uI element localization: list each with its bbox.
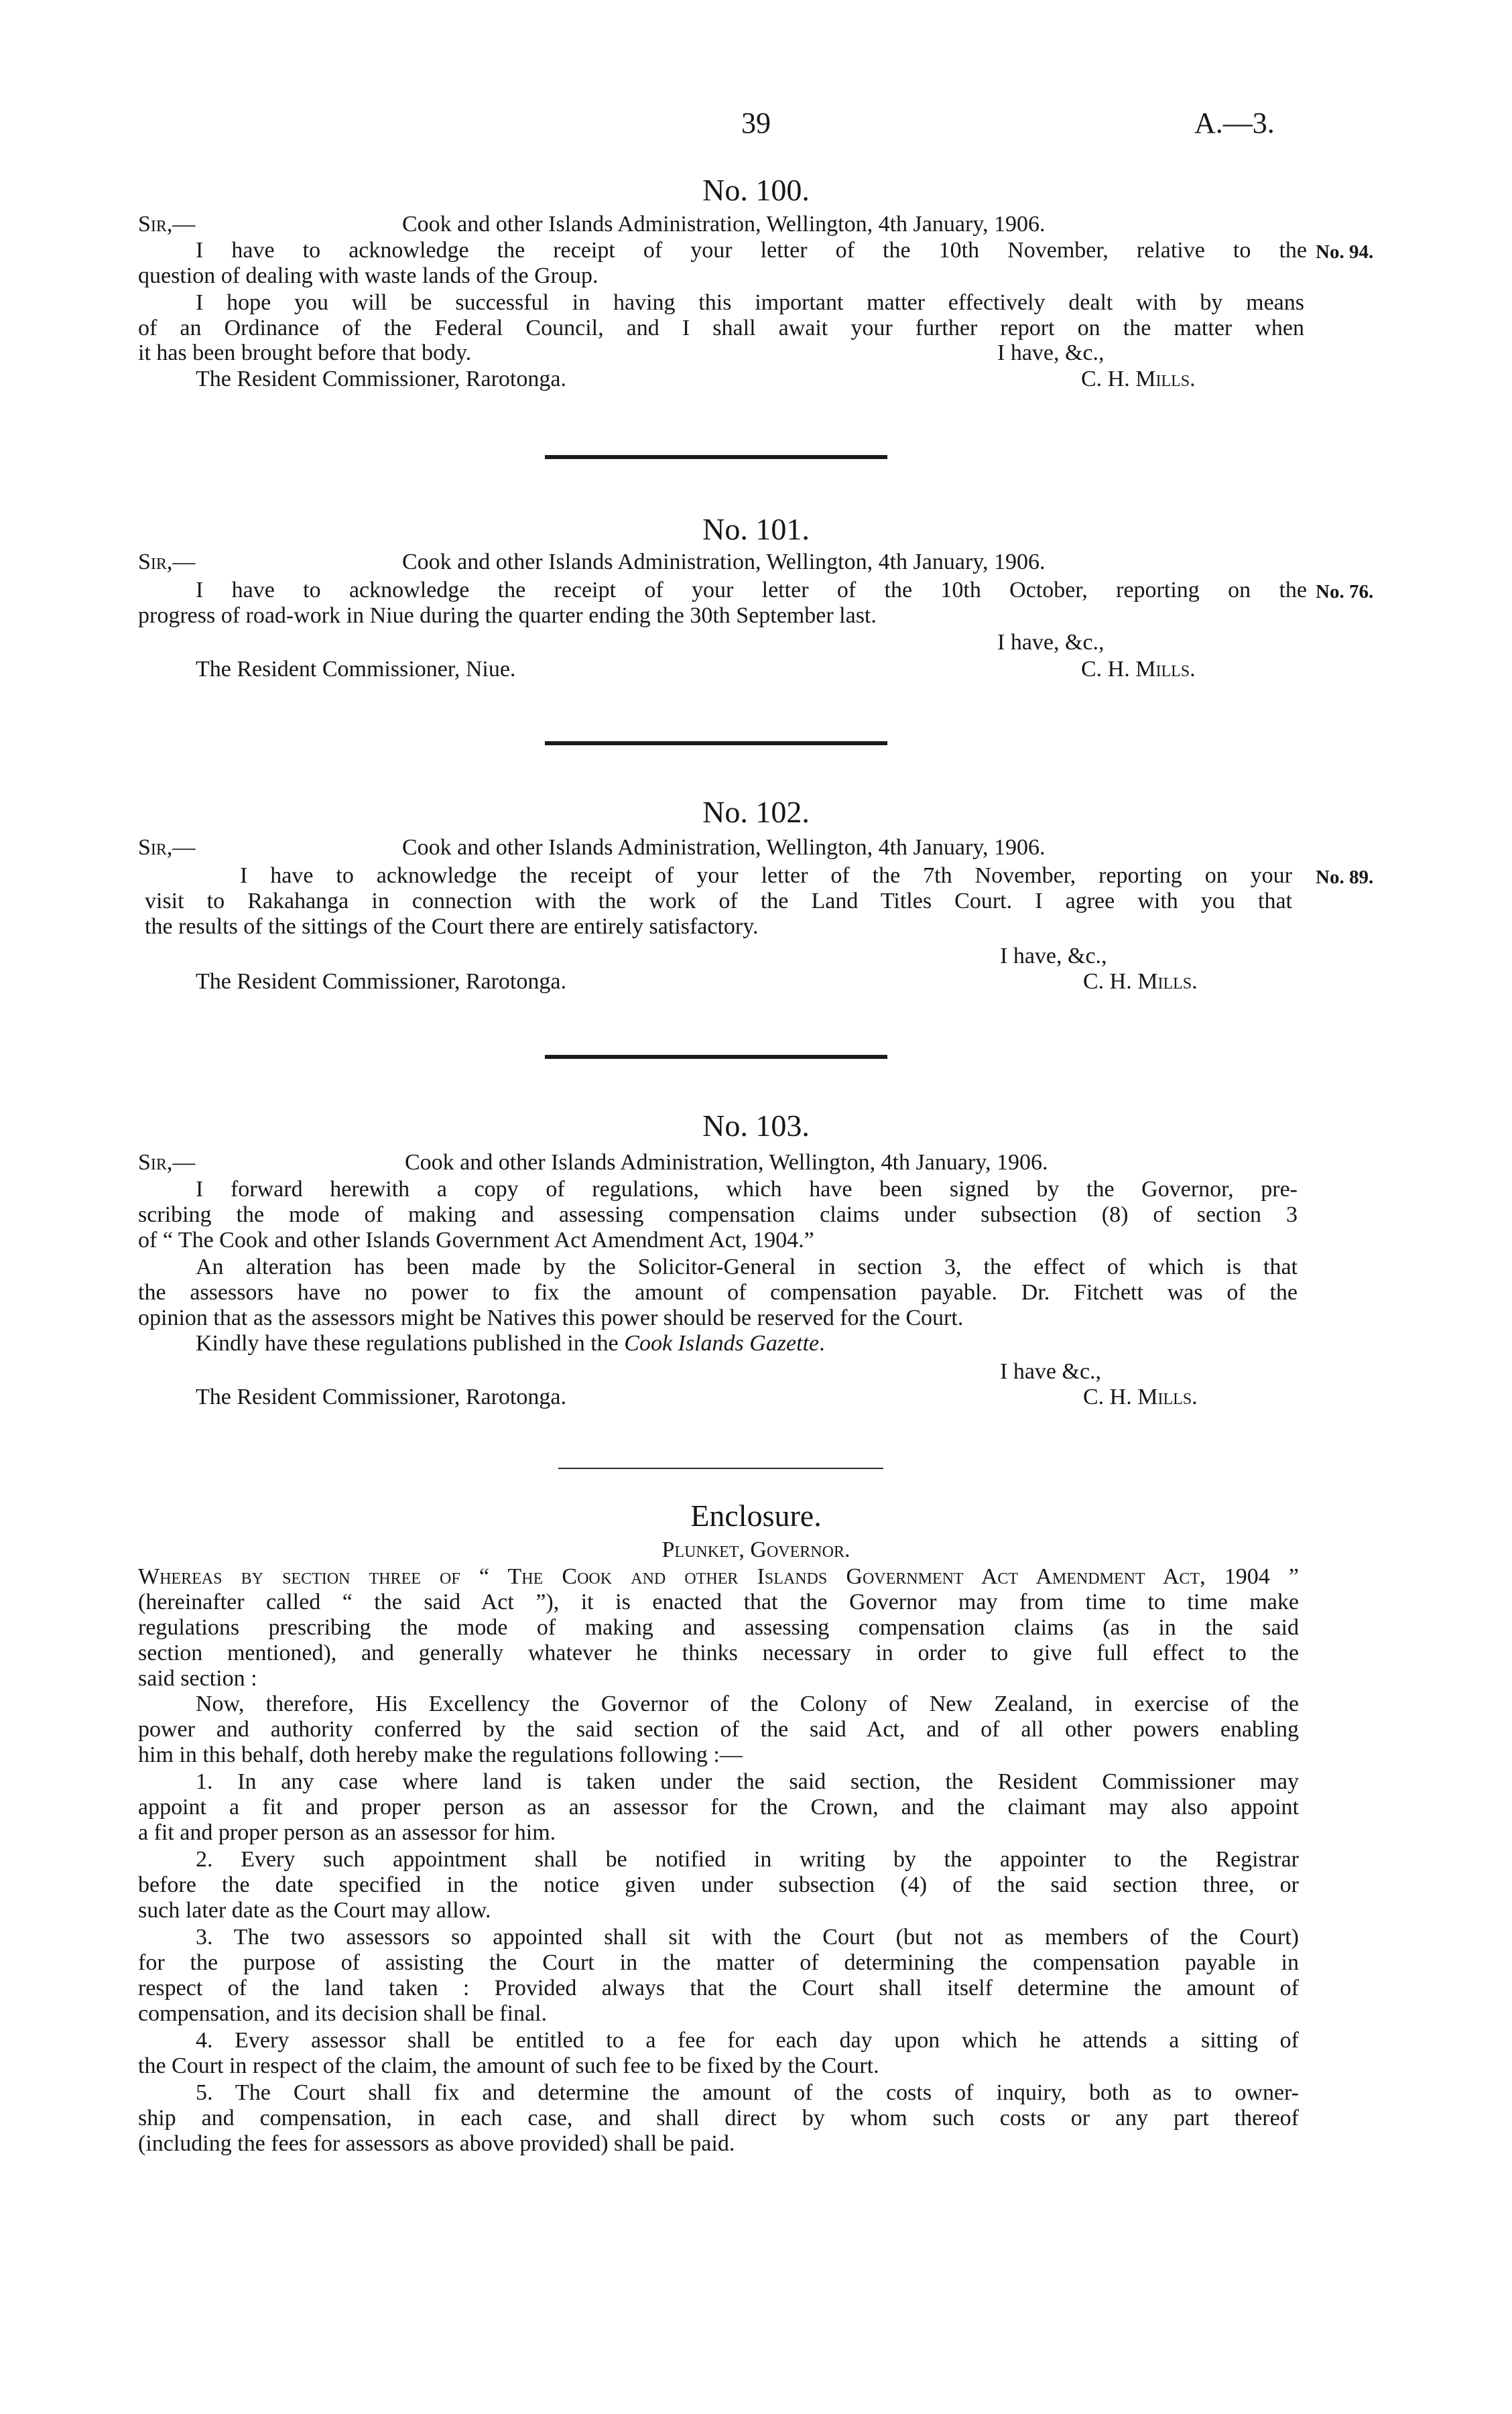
- governor-line: Plunket, Governor.: [662, 1537, 850, 1562]
- enclosure-line: 5. The Court shall fix and determine the amount of the costs of inquiry, both as to owner-: [196, 2080, 1299, 2105]
- addressee: The Resident Commissioner, Rarotonga.: [196, 969, 566, 994]
- enclosure-line: Now, therefore, His Excellency the Governor of the Colony of New Zealand, in exercise of the: [196, 1692, 1299, 1716]
- enclosure-line: appoint a fit and proper person as an assessor for the Crown, and the claimant may also appoint: [138, 1795, 1299, 1820]
- signature: C. H. Mills.: [1081, 367, 1196, 391]
- body-line: I have to acknowledge the receipt of your letter of the 10th October, reporting on the: [196, 578, 1307, 602]
- enclosure-line: him in this behalf, doth hereby make the regulations following :—: [138, 1742, 743, 1767]
- body-line: opinion that as the assessors might be Natives this power should be reserved for the Court.: [138, 1306, 964, 1330]
- dateline: Cook and other Islands Administration, Wellington, 4th January, 1906.: [402, 835, 1046, 860]
- kindly-suffix: .: [819, 1331, 825, 1356]
- separator-rule: [545, 741, 887, 745]
- margin-reference: No. 89.: [1316, 867, 1374, 888]
- enclosure-line: respect of the land taken : Provided always that the Court shall itself determine the amount of: [138, 1976, 1299, 2000]
- body-line: An alteration has been made by the Solicitor-General in section 3, the effect of which is that: [196, 1255, 1298, 1279]
- body-line: I have to acknowledge the receipt of your letter of the 10th November, relative to the: [196, 238, 1307, 263]
- letter-number: No. 101.: [702, 512, 810, 546]
- body-line: [196, 1331, 825, 1356]
- letter-number: No. 102.: [702, 795, 810, 829]
- enclosure-line: the Court in respect of the claim, the amount of such fee to be fixed by the Court.: [138, 2053, 879, 2078]
- dateline: Cook and other Islands Administration, Wellington, 4th January, 1906.: [402, 550, 1046, 574]
- enclosure-line: 1. In any case where land is taken under the said section, the Resident Commissioner may: [196, 1769, 1299, 1794]
- enclosure-line: regulations prescribing the mode of making and assessing compensation claims (as in the said: [138, 1615, 1299, 1640]
- body-line: of an Ordinance of the Federal Council, and I shall await your further report on the matter when: [138, 316, 1304, 340]
- closing: I have &c.,: [1000, 1359, 1102, 1384]
- margin-reference: No. 94.: [1316, 241, 1374, 263]
- letter-number: No. 100.: [702, 173, 810, 207]
- dateline: Cook and other Islands Administration, Wellington, 4th January, 1906.: [405, 1150, 1048, 1175]
- enclosure-line: a fit and proper person as an assessor for him.: [138, 1820, 556, 1845]
- enclosure-line: section mentioned), and generally whatever he thinks necessary in order to give full effect to the: [138, 1641, 1299, 1665]
- body-line: the assessors have no power to fix the amount of compensation payable. Dr. Fitchett was of the: [138, 1280, 1298, 1305]
- addressee: The Resident Commissioner, Rarotonga.: [196, 1385, 566, 1409]
- enclosure-line: such later date as the Court may allow.: [138, 1898, 491, 1923]
- dateline: Cook and other Islands Administration, Wellington, 4th January, 1906.: [402, 212, 1046, 237]
- body-line: I hope you will be successful in having this important matter effectively dealt with by means: [196, 290, 1304, 315]
- separator-rule: [545, 455, 887, 459]
- enclosure-line: compensation, and its decision shall be final.: [138, 2001, 547, 2026]
- separator-rule: [558, 1468, 883, 1469]
- signature: C. H. Mills.: [1081, 657, 1196, 682]
- enclosure-line: 3. The two assessors so appointed shall sit with the Court (but not as members of the Court): [196, 1925, 1299, 1950]
- enclosure-line: (hereinafter called “ the said Act ”), it is enacted that the Governor may from time to time make: [138, 1590, 1299, 1614]
- salutation: Sir,—: [138, 550, 196, 574]
- signature: C. H. Mills.: [1083, 969, 1198, 994]
- body-line: I forward herewith a copy of regulations, which have been signed by the Governor, pre-: [196, 1177, 1298, 1202]
- separator-rule: [545, 1055, 887, 1059]
- enclosure-line: Whereas by section three of “ The Cook and other Islands Government Act Amendment Act, 1904 ”: [138, 1564, 1299, 1589]
- enclosure-title: Enclosure.: [690, 1499, 822, 1533]
- enclosure-line: 2. Every such appointment shall be notified in writing by the appointer to the Registrar: [196, 1847, 1299, 1872]
- body-line: progress of road-work in Niue during the quarter ending the 30th September last.: [138, 603, 877, 628]
- document-reference: A.—3.: [1194, 107, 1275, 139]
- salutation: Sir,—: [138, 212, 196, 237]
- enclosure-line: said section :: [138, 1666, 257, 1691]
- closing: I have, &c.,: [997, 630, 1105, 655]
- body-line: visit to Rakahanga in connection with the work of the Land Titles Court. I agree with you that: [145, 889, 1292, 913]
- margin-reference: No. 76.: [1316, 581, 1374, 602]
- closing: I have, &c.,: [997, 340, 1105, 365]
- body-line: of “ The Cook and other Islands Government Act Amendment Act, 1904.”: [138, 1228, 814, 1253]
- body-line: I have to acknowledge the receipt of your letter of the 7th November, reporting on your: [240, 863, 1292, 888]
- closing: I have, &c.,: [1000, 944, 1107, 968]
- body-line: scribing the mode of making and assessing compensation claims under subsection (8) of section 3: [138, 1202, 1298, 1227]
- enclosure-line: 4. Every assessor shall be entitled to a fee for each day upon which he attends a sitting of: [196, 2028, 1299, 2053]
- body-line: the results of the sittings of the Court there are entirely satisfactory.: [145, 914, 759, 939]
- signature: C. H. Mills.: [1083, 1385, 1198, 1409]
- salutation: Sir,—: [138, 1150, 196, 1175]
- gazette-title: Cook Islands Gazette: [624, 1331, 820, 1356]
- enclosure-line: (including the fees for assessors as above provided) shall be paid.: [138, 2131, 735, 2156]
- salutation: Sir,—: [138, 835, 196, 860]
- enclosure-line: power and authority conferred by the said section of the said Act, and of all other powers enabling: [138, 1717, 1299, 1742]
- addressee: The Resident Commissioner, Niue.: [196, 657, 516, 682]
- body-line: question of dealing with waste lands of the Group.: [138, 263, 598, 288]
- enclosure-line: before the date specified in the notice given under subsection (4) of the said section three, or: [138, 1872, 1299, 1897]
- enclosure-line: ship and compensation, in each case, and shall direct by whom such costs or any part thereof: [138, 2106, 1299, 2131]
- letter-number: No. 103.: [702, 1108, 810, 1143]
- kindly-prefix: Kindly have these regulations published in the: [196, 1331, 625, 1356]
- enclosure-line: for the purpose of assisting the Court in the matter of determining the compensation payable in: [138, 1950, 1299, 1975]
- addressee: The Resident Commissioner, Rarotonga.: [196, 367, 566, 391]
- body-line: it has been brought before that body.: [138, 340, 472, 365]
- page-number: 39: [741, 107, 771, 139]
